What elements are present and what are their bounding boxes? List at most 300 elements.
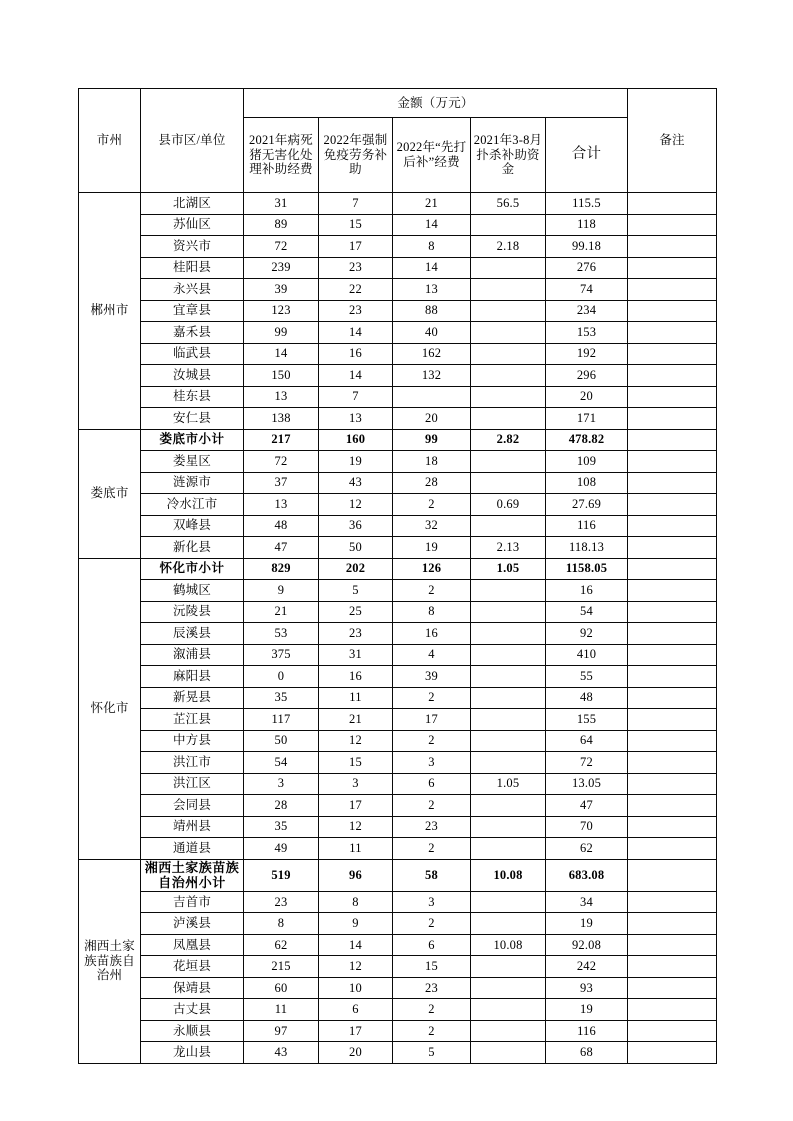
amount-cell-immunization-labor: 14 [319,934,393,956]
amount-cell-vaccinate-first: 58 [393,859,471,891]
amount-cell-vaccinate-first: 23 [393,816,471,838]
amount-cell-vaccinate-first: 2 [393,580,471,602]
amount-cell-immunization-labor: 15 [319,214,393,236]
amount-cell-total: 70 [546,816,628,838]
remark-cell [628,343,717,365]
amount-cell-immunization-labor: 9 [319,913,393,935]
amount-cell-dead-pig-disposal: 3 [244,773,319,795]
amount-cell-dead-pig-disposal: 39 [244,279,319,301]
amount-cell-dead-pig-disposal: 150 [244,365,319,387]
unit-cell: 靖州县 [141,816,244,838]
amount-cell-vaccinate-first: 162 [393,343,471,365]
amount-cell-vaccinate-first: 17 [393,709,471,731]
remark-cell [628,580,717,602]
column-header-unit: 县市区/单位 [141,89,244,193]
unit-cell: 宜章县 [141,300,244,322]
amount-cell-dead-pig-disposal: 47 [244,537,319,559]
amount-cell-total: 1158.05 [546,558,628,580]
amount-cell-culling-subsidy [471,709,546,731]
remark-cell [628,730,717,752]
table-row [79,687,717,709]
table-row [79,193,717,215]
amount-cell-total: 116 [546,1020,628,1042]
amount-cell-culling-subsidy: 2.82 [471,429,546,451]
amount-cell-dead-pig-disposal: 35 [244,816,319,838]
amount-cell-dead-pig-disposal: 48 [244,515,319,537]
amount-cell-immunization-labor: 15 [319,752,393,774]
amount-cell-dead-pig-disposal: 23 [244,891,319,913]
amount-cell-culling-subsidy: 10.08 [471,859,546,891]
amount-cell-vaccinate-first: 19 [393,537,471,559]
amount-cell-immunization-labor: 14 [319,322,393,344]
amount-cell-vaccinate-first: 2 [393,494,471,516]
remark-cell [628,773,717,795]
amount-cell-culling-subsidy [471,365,546,387]
amount-cell-total: 20 [546,386,628,408]
table-row [79,709,717,731]
region-cell: 湘西土家族苗族自治州 [79,859,141,1063]
amount-cell-culling-subsidy: 10.08 [471,934,546,956]
amount-cell-dead-pig-disposal: 519 [244,859,319,891]
amount-cell-vaccinate-first: 13 [393,279,471,301]
amount-cell-culling-subsidy [471,451,546,473]
amount-cell-dead-pig-disposal: 13 [244,386,319,408]
remark-cell [628,1020,717,1042]
amount-cell-culling-subsidy [471,838,546,860]
amount-cell-culling-subsidy [471,795,546,817]
amount-cell-vaccinate-first: 3 [393,752,471,774]
amount-cell-culling-subsidy [471,343,546,365]
amount-cell-total: 34 [546,891,628,913]
remark-cell [628,816,717,838]
amount-cell-culling-subsidy [471,322,546,344]
amount-cell-dead-pig-disposal: 43 [244,1042,319,1064]
table-header [79,89,717,193]
amount-cell-culling-subsidy: 56.5 [471,193,546,215]
amount-cell-culling-subsidy [471,999,546,1021]
amount-cell-culling-subsidy: 2.18 [471,236,546,258]
amount-cell-dead-pig-disposal: 35 [244,687,319,709]
amount-cell-vaccinate-first: 5 [393,1042,471,1064]
amount-cell-dead-pig-disposal: 138 [244,408,319,430]
amount-cell-culling-subsidy [471,623,546,645]
table-row [79,537,717,559]
amount-cell-immunization-labor: 25 [319,601,393,623]
remark-cell [628,934,717,956]
remark-cell [628,795,717,817]
amount-cell-dead-pig-disposal: 215 [244,956,319,978]
amount-cell-dead-pig-disposal: 0 [244,666,319,688]
amount-cell-culling-subsidy [471,386,546,408]
amount-cell-vaccinate-first: 32 [393,515,471,537]
amount-cell-immunization-labor: 23 [319,623,393,645]
amount-cell-total: 683.08 [546,859,628,891]
remark-cell [628,913,717,935]
amount-cell-total: 92.08 [546,934,628,956]
remark-cell [628,999,717,1021]
amount-cell-vaccinate-first: 14 [393,257,471,279]
subsidy-allocation-table [78,88,717,1064]
unit-cell: 汝城县 [141,365,244,387]
amount-cell-dead-pig-disposal: 117 [244,709,319,731]
amount-cell-vaccinate-first: 88 [393,300,471,322]
amount-cell-total: 62 [546,838,628,860]
amount-cell-dead-pig-disposal: 31 [244,193,319,215]
amount-cell-vaccinate-first: 4 [393,644,471,666]
table-row [79,859,717,891]
amount-cell-vaccinate-first: 2 [393,999,471,1021]
amount-cell-total: 74 [546,279,628,301]
amount-cell-dead-pig-disposal: 8 [244,913,319,935]
table-row [79,580,717,602]
amount-cell-vaccinate-first [393,386,471,408]
column-group-header-amount: 金额（万元） [244,89,628,118]
amount-cell-culling-subsidy [471,752,546,774]
amount-cell-immunization-labor: 14 [319,365,393,387]
amount-cell-culling-subsidy [471,730,546,752]
amount-cell-vaccinate-first: 18 [393,451,471,473]
region-cell: 郴州市 [79,193,141,430]
amount-cell-immunization-labor: 8 [319,891,393,913]
amount-cell-total: 155 [546,709,628,731]
unit-cell: 吉首市 [141,891,244,913]
table-row [79,752,717,774]
table-row [79,795,717,817]
table-row [79,1042,717,1064]
table-row [79,956,717,978]
amount-cell-total: 93 [546,977,628,999]
remark-cell [628,408,717,430]
unit-cell: 桂阳县 [141,257,244,279]
amount-cell-immunization-labor: 96 [319,859,393,891]
remark-cell [628,977,717,999]
amount-cell-vaccinate-first: 15 [393,956,471,978]
amount-cell-vaccinate-first: 6 [393,934,471,956]
column-header-remark: 备注 [628,89,717,193]
amount-cell-culling-subsidy [471,257,546,279]
amount-cell-total: 19 [546,999,628,1021]
unit-cell: 苏仙区 [141,214,244,236]
remark-cell [628,472,717,494]
amount-cell-immunization-labor: 17 [319,1020,393,1042]
unit-cell: 保靖县 [141,977,244,999]
amount-cell-culling-subsidy [471,580,546,602]
amount-cell-total: 48 [546,687,628,709]
amount-cell-dead-pig-disposal: 21 [244,601,319,623]
amount-cell-culling-subsidy: 0.69 [471,494,546,516]
amount-cell-immunization-labor: 23 [319,300,393,322]
remark-cell [628,386,717,408]
amount-cell-immunization-labor: 17 [319,236,393,258]
table-body [79,193,717,1064]
unit-cell: 北湖区 [141,193,244,215]
table-row [79,279,717,301]
amount-cell-immunization-labor: 160 [319,429,393,451]
amount-cell-immunization-labor: 10 [319,977,393,999]
amount-cell-dead-pig-disposal: 9 [244,580,319,602]
amount-cell-vaccinate-first: 14 [393,214,471,236]
amount-cell-vaccinate-first: 132 [393,365,471,387]
header-row-top [79,89,717,118]
table-row [79,365,717,387]
unit-cell: 中方县 [141,730,244,752]
unit-cell: 新化县 [141,537,244,559]
amount-cell-vaccinate-first: 2 [393,687,471,709]
amount-cell-culling-subsidy [471,214,546,236]
unit-cell: 芷江县 [141,709,244,731]
table-row [79,773,717,795]
amount-cell-total: 242 [546,956,628,978]
amount-cell-vaccinate-first: 99 [393,429,471,451]
amount-cell-vaccinate-first: 2 [393,730,471,752]
remark-cell [628,752,717,774]
table-row [79,429,717,451]
amount-cell-dead-pig-disposal: 28 [244,795,319,817]
amount-cell-total: 13.05 [546,773,628,795]
amount-cell-immunization-labor: 12 [319,956,393,978]
unit-cell: 双峰县 [141,515,244,537]
amount-cell-immunization-labor: 12 [319,494,393,516]
unit-cell: 鹤城区 [141,580,244,602]
remark-cell [628,537,717,559]
amount-cell-culling-subsidy [471,408,546,430]
table-row [79,601,717,623]
remark-cell [628,666,717,688]
unit-cell: 洪江市 [141,752,244,774]
remark-cell [628,365,717,387]
amount-cell-dead-pig-disposal: 97 [244,1020,319,1042]
remark-cell [628,279,717,301]
amount-cell-immunization-labor: 23 [319,257,393,279]
remark-cell [628,644,717,666]
region-cell: 娄底市 [79,429,141,558]
table-row [79,913,717,935]
column-header-dead-pig-disposal-subsidy: 2021年病死猪无害化处理补助经费 [244,118,319,193]
unit-cell: 临武县 [141,343,244,365]
amount-cell-culling-subsidy [471,1042,546,1064]
amount-cell-vaccinate-first: 39 [393,666,471,688]
remark-cell [628,451,717,473]
amount-cell-dead-pig-disposal: 50 [244,730,319,752]
remark-cell [628,956,717,978]
amount-cell-dead-pig-disposal: 37 [244,472,319,494]
amount-cell-total: 19 [546,913,628,935]
amount-cell-total: 118.13 [546,537,628,559]
amount-cell-total: 99.18 [546,236,628,258]
unit-cell: 辰溪县 [141,623,244,645]
amount-cell-total: 410 [546,644,628,666]
amount-cell-total: 234 [546,300,628,322]
unit-cell: 泸溪县 [141,913,244,935]
amount-cell-immunization-labor: 43 [319,472,393,494]
remark-cell [628,193,717,215]
unit-cell: 凤凰县 [141,934,244,956]
unit-cell: 安仁县 [141,408,244,430]
table-row [79,451,717,473]
table-row [79,408,717,430]
amount-cell-immunization-labor: 16 [319,666,393,688]
amount-cell-dead-pig-disposal: 11 [244,999,319,1021]
amount-cell-immunization-labor: 36 [319,515,393,537]
column-header-compulsory-immunization-labor-subsidy: 2022年强制免疫劳务补助 [319,118,393,193]
unit-cell: 怀化市小计 [141,558,244,580]
remark-cell [628,1042,717,1064]
amount-cell-total: 27.69 [546,494,628,516]
unit-cell: 洪江区 [141,773,244,795]
table-row [79,816,717,838]
amount-cell-total: 92 [546,623,628,645]
amount-cell-culling-subsidy [471,891,546,913]
amount-cell-total: 47 [546,795,628,817]
table-row [79,666,717,688]
amount-cell-immunization-labor: 12 [319,730,393,752]
table-row [79,236,717,258]
table-row [79,1020,717,1042]
table-row [79,999,717,1021]
amount-cell-immunization-labor: 6 [319,999,393,1021]
amount-cell-dead-pig-disposal: 60 [244,977,319,999]
amount-cell-immunization-labor: 16 [319,343,393,365]
remark-cell [628,515,717,537]
unit-cell: 娄星区 [141,451,244,473]
amount-cell-dead-pig-disposal: 123 [244,300,319,322]
amount-cell-dead-pig-disposal: 829 [244,558,319,580]
amount-cell-vaccinate-first: 8 [393,236,471,258]
unit-cell: 娄底市小计 [141,429,244,451]
amount-cell-total: 108 [546,472,628,494]
amount-cell-dead-pig-disposal: 49 [244,838,319,860]
amount-cell-total: 55 [546,666,628,688]
amount-cell-vaccinate-first: 2 [393,913,471,935]
table-row [79,494,717,516]
remark-cell [628,214,717,236]
amount-cell-total: 64 [546,730,628,752]
unit-cell: 龙山县 [141,1042,244,1064]
amount-cell-vaccinate-first: 126 [393,558,471,580]
remark-cell [628,494,717,516]
amount-cell-dead-pig-disposal: 13 [244,494,319,516]
unit-cell: 涟源市 [141,472,244,494]
amount-cell-dead-pig-disposal: 54 [244,752,319,774]
amount-cell-immunization-labor: 50 [319,537,393,559]
remark-cell [628,601,717,623]
amount-cell-total: 72 [546,752,628,774]
amount-cell-total: 118 [546,214,628,236]
table-row [79,300,717,322]
amount-cell-total: 54 [546,601,628,623]
amount-cell-immunization-labor: 17 [319,795,393,817]
amount-cell-total: 16 [546,580,628,602]
unit-cell: 古丈县 [141,999,244,1021]
amount-cell-culling-subsidy [471,816,546,838]
remark-cell [628,429,717,451]
amount-cell-vaccinate-first: 28 [393,472,471,494]
amount-cell-dead-pig-disposal: 375 [244,644,319,666]
amount-cell-immunization-labor: 11 [319,687,393,709]
amount-cell-immunization-labor: 3 [319,773,393,795]
amount-cell-culling-subsidy [471,977,546,999]
remark-cell [628,687,717,709]
amount-cell-culling-subsidy [471,601,546,623]
amount-cell-dead-pig-disposal: 99 [244,322,319,344]
amount-cell-culling-subsidy [471,472,546,494]
table-row [79,891,717,913]
unit-cell: 嘉禾县 [141,322,244,344]
remark-cell [628,236,717,258]
amount-cell-immunization-labor: 7 [319,386,393,408]
unit-cell: 花垣县 [141,956,244,978]
amount-cell-culling-subsidy [471,666,546,688]
amount-cell-immunization-labor: 202 [319,558,393,580]
table-row [79,343,717,365]
remark-cell [628,891,717,913]
table-row [79,472,717,494]
table-row [79,934,717,956]
amount-cell-dead-pig-disposal: 89 [244,214,319,236]
amount-cell-vaccinate-first: 3 [393,891,471,913]
table-row [79,838,717,860]
table-row [79,977,717,999]
amount-cell-culling-subsidy [471,956,546,978]
table-row [79,558,717,580]
amount-cell-dead-pig-disposal: 14 [244,343,319,365]
amount-cell-vaccinate-first: 8 [393,601,471,623]
amount-cell-vaccinate-first: 23 [393,977,471,999]
amount-cell-culling-subsidy: 1.05 [471,773,546,795]
unit-cell: 麻阳县 [141,666,244,688]
unit-cell: 通道县 [141,838,244,860]
amount-cell-culling-subsidy: 1.05 [471,558,546,580]
amount-cell-total: 478.82 [546,429,628,451]
amount-cell-total: 171 [546,408,628,430]
column-header-vaccinate-first-subsidize-later-funds: 2022年“先打后补”经费 [393,118,471,193]
remark-cell [628,859,717,891]
remark-cell [628,558,717,580]
unit-cell: 冷水江市 [141,494,244,516]
amount-cell-dead-pig-disposal: 72 [244,451,319,473]
amount-cell-total: 192 [546,343,628,365]
unit-cell: 湘西土家族苗族自治州小计 [141,859,244,891]
amount-cell-total: 116 [546,515,628,537]
amount-cell-dead-pig-disposal: 239 [244,257,319,279]
amount-cell-total: 276 [546,257,628,279]
remark-cell [628,257,717,279]
amount-cell-vaccinate-first: 2 [393,1020,471,1042]
remark-cell [628,838,717,860]
amount-cell-dead-pig-disposal: 62 [244,934,319,956]
amount-cell-immunization-labor: 20 [319,1042,393,1064]
amount-cell-vaccinate-first: 40 [393,322,471,344]
amount-cell-total: 153 [546,322,628,344]
amount-cell-vaccinate-first: 20 [393,408,471,430]
amount-cell-culling-subsidy [471,1020,546,1042]
amount-cell-immunization-labor: 19 [319,451,393,473]
table-row [79,730,717,752]
amount-cell-immunization-labor: 22 [319,279,393,301]
amount-cell-immunization-labor: 21 [319,709,393,731]
amount-cell-culling-subsidy [471,687,546,709]
amount-cell-dead-pig-disposal: 53 [244,623,319,645]
unit-cell: 永兴县 [141,279,244,301]
amount-cell-culling-subsidy [471,515,546,537]
amount-cell-culling-subsidy [471,644,546,666]
amount-cell-immunization-labor: 7 [319,193,393,215]
amount-cell-vaccinate-first: 21 [393,193,471,215]
unit-cell: 资兴市 [141,236,244,258]
column-header-shizhou: 市州 [79,89,141,193]
column-header-culling-subsidy-funds: 2021年3-8月扑杀补助资金 [471,118,546,193]
table-row [79,386,717,408]
